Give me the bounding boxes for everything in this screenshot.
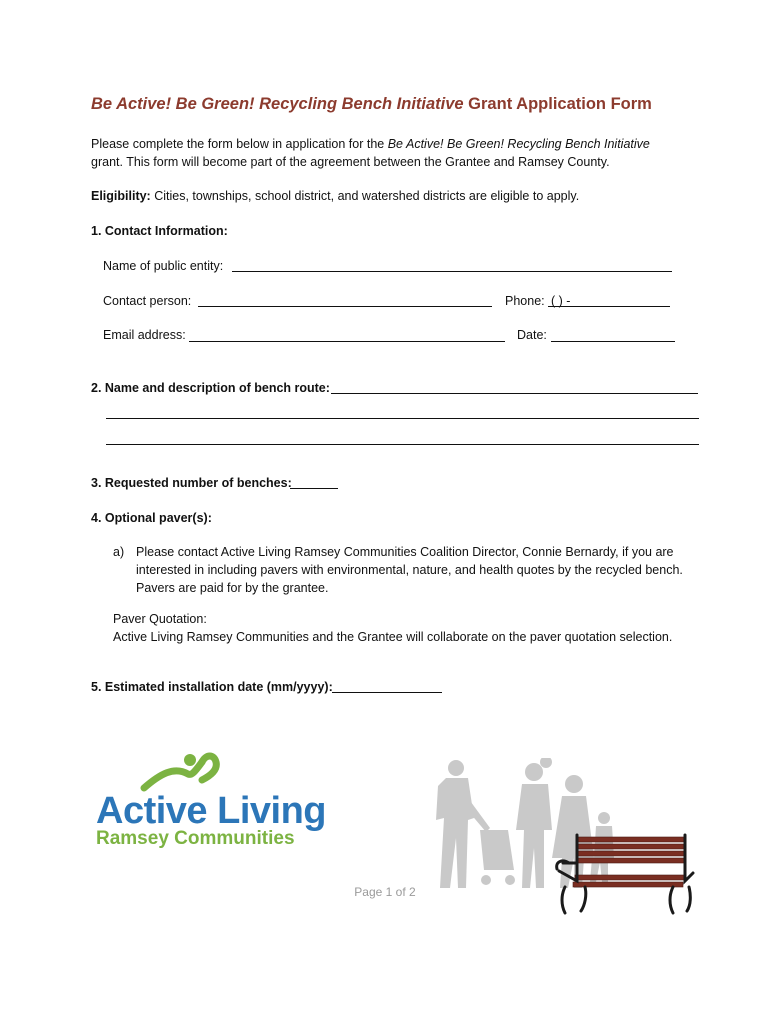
date-label: Date: <box>517 328 547 342</box>
email-label: Email address: <box>103 328 186 342</box>
paver-quotation-label: Paver Quotation: <box>113 612 207 626</box>
section-install-date-heading: 5. Estimated installation date (mm/yyyy): <box>91 680 333 694</box>
phone-mask: ( ) - <box>551 294 571 308</box>
intro-paragraph: Please complete the form below in application for the Be Active! Be Green! Recycling Bench Initiative grant. This form will become part of the agreement between the Grantee and Ramsey County. <box>91 137 650 169</box>
paver-item-text: Please contact Active Living Ramsey Communities Coalition Director, Connie Bernardy, if you are interested in including pavers with environmental, nature, and health quotes by the recycled bench. Pavers are paid for by the grantee. <box>136 545 683 595</box>
recycled-bench-image <box>555 833 695 915</box>
paver-item-marker: a) <box>113 545 125 559</box>
page-number: Page 1 of 2 <box>354 885 416 899</box>
phone-label: Phone: <box>505 294 545 308</box>
paver-quotation-text: Active Living Ramsey Communities and the Grantee will collaborate on the paver quotation selection. <box>113 630 673 644</box>
contact-person-field[interactable] <box>198 306 492 307</box>
email-field[interactable] <box>189 341 505 342</box>
name-entity-label: Name of public entity: <box>103 259 224 273</box>
eligibility-text: Eligibility: Cities, townships, school district, and watershed districts are eligible to apply. <box>91 189 580 203</box>
phone-field[interactable] <box>548 306 670 307</box>
benches-count-field[interactable] <box>290 488 338 489</box>
section-contact-heading: 1. Contact Information: <box>91 224 228 238</box>
bench-route-field-3[interactable] <box>106 444 699 445</box>
logo-active-living: Active Living <box>96 790 326 832</box>
bench-route-field-1[interactable] <box>331 393 698 394</box>
date-field[interactable] <box>551 341 675 342</box>
logo-ramsey-communities: Ramsey Communities <box>96 828 295 849</box>
install-date-field[interactable] <box>332 692 442 693</box>
bench-route-field-2[interactable] <box>106 418 699 419</box>
form-title: Be Active! Be Green! Recycling Bench Initiative Grant Application Form <box>91 95 652 113</box>
section-pavers-heading: 4. Optional paver(s): <box>91 511 212 525</box>
name-entity-field[interactable] <box>232 271 672 272</box>
section-bench-route-heading: 2. Name and description of bench route: <box>91 381 330 395</box>
contact-person-label: Contact person: <box>103 294 192 308</box>
section-benches-heading: 3. Requested number of benches: <box>91 476 292 490</box>
